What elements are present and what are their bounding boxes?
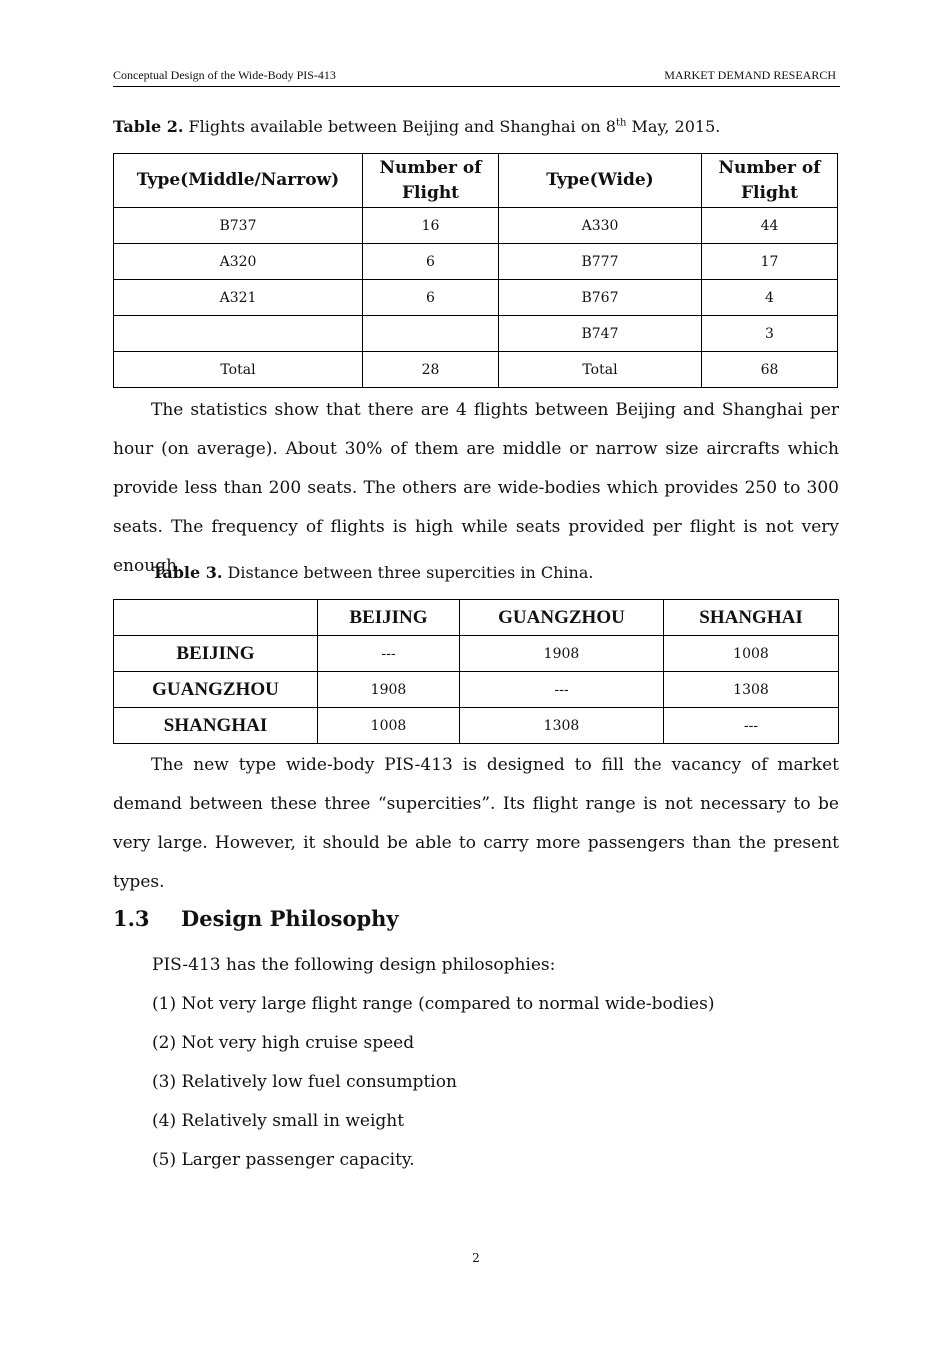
table2-caption-tail: May, 2015. xyxy=(626,117,721,136)
table-cell: 28 xyxy=(363,352,499,388)
table3-caption xyxy=(152,563,593,582)
row-header: BEIJING xyxy=(114,636,318,672)
column-header: GUANGZHOU xyxy=(460,600,664,636)
page-number: 2 xyxy=(472,1251,480,1265)
table-cell: A321 xyxy=(114,280,363,316)
table-cell: B737 xyxy=(114,208,363,244)
table-cell: 1008 xyxy=(664,636,839,672)
column-header: SHANGHAI xyxy=(664,600,839,636)
table2-caption-label: Table 2. xyxy=(113,117,184,136)
table3-caption-label: Table 3. xyxy=(152,563,223,582)
table-header-row xyxy=(114,600,839,636)
table-cell: A330 xyxy=(499,208,702,244)
table-cell: 1008 xyxy=(318,708,460,744)
table-cell: 4 xyxy=(702,280,838,316)
table-row xyxy=(114,316,838,352)
section-heading xyxy=(113,906,399,931)
table-cell: 44 xyxy=(702,208,838,244)
table-cell: 1908 xyxy=(460,636,664,672)
page-header xyxy=(113,66,840,87)
table-row xyxy=(114,208,838,244)
paragraph-market-demand xyxy=(113,746,839,902)
table-cell xyxy=(363,316,499,352)
table-cell: B747 xyxy=(499,316,702,352)
table-row xyxy=(114,636,839,672)
table-cell xyxy=(114,316,363,352)
table3-caption-text: Distance between three supercities in China. xyxy=(222,563,594,582)
table-cell: 6 xyxy=(363,280,499,316)
table-cell: --- xyxy=(664,708,839,744)
table-cell: Total xyxy=(114,352,363,388)
table2-caption-sup: th xyxy=(615,117,627,129)
table-cell: Total xyxy=(499,352,702,388)
table-cell: 17 xyxy=(702,244,838,280)
table-cell: 16 xyxy=(363,208,499,244)
column-header: Number of Flight xyxy=(363,154,499,208)
list-item: (2) Not very high cruise speed xyxy=(152,1033,415,1053)
table-cell: A320 xyxy=(114,244,363,280)
list-item: (1) Not very large flight range (compared to normal wide-bodies) xyxy=(152,994,715,1014)
header-section-title: MARKET DEMAND RESEARCH xyxy=(664,68,836,82)
table2-caption-text: Flights available between Beijing and Shanghai on 8 xyxy=(183,117,616,136)
column-header: Type(Wide) xyxy=(499,154,702,208)
list-item: (3) Relatively low fuel consumption xyxy=(152,1072,457,1092)
table-cell: 68 xyxy=(702,352,838,388)
row-header: GUANGZHOU xyxy=(114,672,318,708)
distance-table xyxy=(113,599,839,744)
table-cell: B767 xyxy=(499,280,702,316)
design-philosophy-list xyxy=(152,946,714,1180)
paragraph-flight-statistics xyxy=(113,391,839,586)
column-header xyxy=(114,600,318,636)
table-cell: 3 xyxy=(702,316,838,352)
table-total-row xyxy=(114,352,838,388)
row-header: SHANGHAI xyxy=(114,708,318,744)
column-header: BEIJING xyxy=(318,600,460,636)
table-cell: 6 xyxy=(363,244,499,280)
table-row xyxy=(114,280,838,316)
section-number: 1.3 xyxy=(113,906,150,931)
flights-table xyxy=(113,153,838,388)
column-header: Number of Flight xyxy=(702,154,838,208)
section-title: Design Philosophy xyxy=(181,906,399,931)
paragraph-text: The statistics show that there are 4 flights between Beijing and Shanghai per hour (on average). About 30% of them are middle or narrow size aircrafts which provide less than 200 seats. The others are wide-bodies which provides 250 to 300 seats. The frequency of flights is high while seats provided per flight is not very enough. xyxy=(113,400,839,576)
table-cell: 1308 xyxy=(460,708,664,744)
table-row xyxy=(114,708,839,744)
paragraph-text: The new type wide-body PIS-413 is designed to fill the vacancy of market demand between these three “supercities”. Its flight range is not necessary to be very large. However, it should be able to carry more passengers than the present types. xyxy=(113,755,839,892)
column-header: Type(Middle/Narrow) xyxy=(114,154,363,208)
table-cell: --- xyxy=(318,636,460,672)
table2-caption xyxy=(113,117,720,136)
table-header-row xyxy=(114,154,838,208)
table-cell: 1308 xyxy=(664,672,839,708)
table-cell: B777 xyxy=(499,244,702,280)
table-row xyxy=(114,244,838,280)
list-item: (4) Relatively small in weight xyxy=(152,1111,405,1131)
table-row xyxy=(114,672,839,708)
list-intro: PIS-413 has the following design philosophies: xyxy=(152,955,556,975)
list-item: (5) Larger passenger capacity. xyxy=(152,1150,415,1170)
table-cell: --- xyxy=(460,672,664,708)
header-document-title: Conceptual Design of the Wide-Body PIS-413 xyxy=(113,68,336,82)
table-cell: 1908 xyxy=(318,672,460,708)
